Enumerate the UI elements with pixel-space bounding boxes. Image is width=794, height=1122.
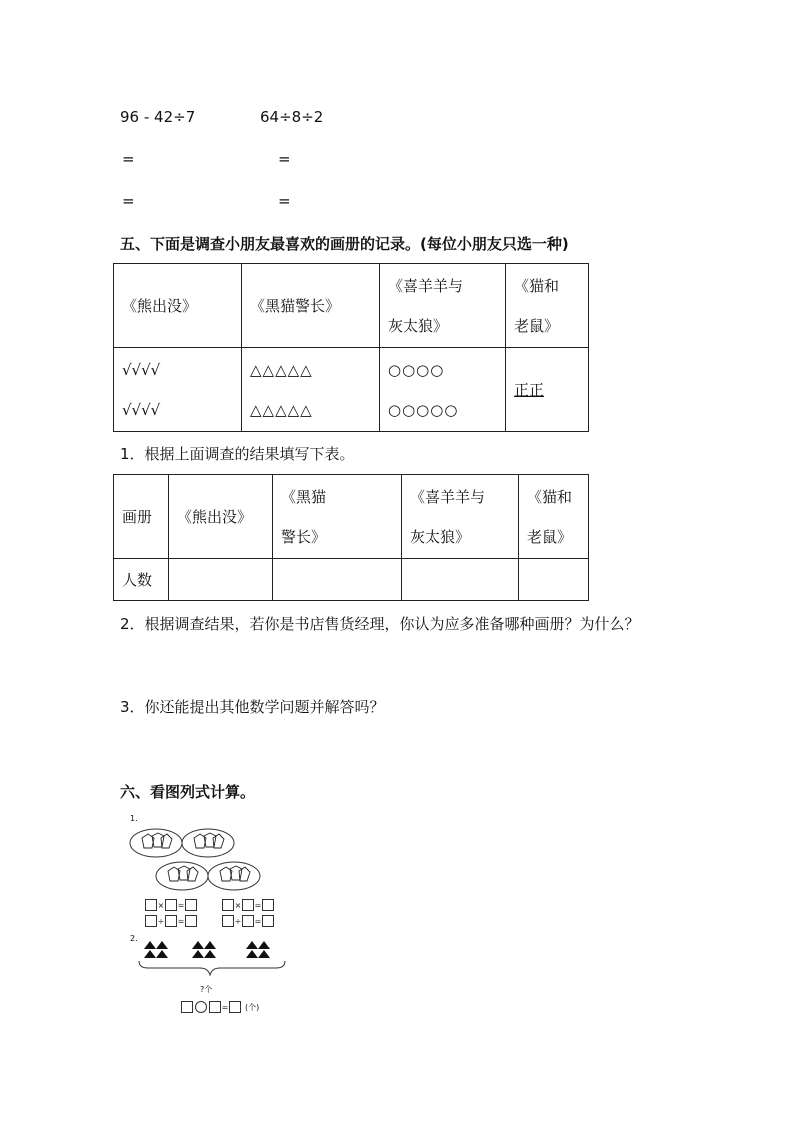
equals-sign: = (221, 1002, 229, 1012)
answer-box[interactable] (229, 1001, 241, 1013)
count-cell-xiyangyang[interactable] (402, 559, 519, 601)
candy-plates-illustration (128, 826, 262, 894)
survey-result-table (113, 474, 589, 601)
result-header-xiongchumei: 《熊出没》 (169, 475, 273, 559)
count-cell-xiongchumei[interactable] (169, 559, 273, 601)
expression-2: 64÷8÷2 (260, 108, 324, 126)
equation-total (181, 1001, 259, 1013)
figure-1-label: 1． (130, 814, 144, 823)
result-header-maohelaoshu: 《猫和 老鼠》 (519, 475, 589, 559)
equals-sign: = (254, 916, 262, 926)
equals-sign: = (122, 192, 135, 210)
answer-box[interactable] (262, 899, 274, 911)
section-6-title: 六、看图列式计算。 (120, 783, 256, 801)
count-cell-maohelaoshu[interactable] (519, 559, 589, 601)
answer-box[interactable] (222, 899, 234, 911)
result-header-heimaojingzhang: 《黑猫 警长》 (273, 475, 402, 559)
equation-multiply-2 (222, 899, 274, 911)
equals-sign: = (177, 916, 185, 926)
answer-box[interactable] (145, 899, 157, 911)
answer-box[interactable] (242, 899, 254, 911)
tally-header-xiyangyang: 《喜羊羊与 灰太狼》 (380, 264, 506, 348)
figure-2-label: 2． (130, 934, 144, 943)
answer-box[interactable] (185, 899, 197, 911)
answer-box[interactable] (165, 899, 177, 911)
tally-triangles: △△△△△ △△△△△ (242, 348, 380, 432)
survey-tally-table (113, 263, 589, 432)
expression-1: 96 - 42÷7 (120, 108, 196, 126)
answer-box[interactable] (209, 1001, 221, 1013)
multiply-sign: × (234, 900, 242, 910)
tally-header-maohelaoshu: 《猫和 老鼠》 (506, 264, 589, 348)
answer-box[interactable] (165, 915, 177, 927)
operator-circle[interactable] (195, 1001, 207, 1013)
question-3: 3．你还能提出其他数学问题并解答吗？ (120, 698, 385, 716)
answer-box[interactable] (145, 915, 157, 927)
question-1: 1．根据上面调查的结果填写下表。 (120, 445, 355, 463)
row-label-count: 人数 (114, 559, 169, 601)
divide-sign: ÷ (234, 916, 242, 926)
equals-sign: = (254, 900, 262, 910)
equals-sign: = (177, 900, 185, 910)
equals-sign: = (278, 150, 291, 168)
tally-checks: √√√√ √√√√ (114, 348, 242, 432)
tally-header-xiongchumei: 《熊出没》 (114, 264, 242, 348)
equals-sign: = (122, 150, 135, 168)
equation-divide-2 (222, 915, 274, 927)
equation-divide-1 (145, 915, 197, 927)
answer-box[interactable] (185, 915, 197, 927)
tally-circles: ○○○○ ○○○○○ (380, 348, 506, 432)
multiply-sign: × (157, 900, 165, 910)
result-header-xiyangyang: 《喜羊羊与 灰太狼》 (402, 475, 519, 559)
equals-sign: = (278, 192, 291, 210)
equation-multiply-1 (145, 899, 197, 911)
tally-zheng: 正正 (506, 348, 589, 432)
divide-sign: ÷ (157, 916, 165, 926)
answer-box[interactable] (262, 915, 274, 927)
total-question-mark: ?个 (200, 985, 213, 994)
tally-header-heimaojingzhang: 《黑猫警长》 (242, 264, 380, 348)
answer-box[interactable] (222, 915, 234, 927)
count-cell-heimaojingzhang[interactable] (273, 559, 402, 601)
answer-box[interactable] (242, 915, 254, 927)
unit-label: (个) (245, 1002, 260, 1012)
section-5-title: 五、下面是调查小朋友最喜欢的画册的记录。(每位小朋友只选一种) (120, 235, 569, 253)
answer-box[interactable] (181, 1001, 193, 1013)
question-2: 2．根据调查结果，若你是书店售货经理，你认为应多准备哪种画册？为什么？ (120, 615, 640, 633)
triangles-with-brace-illustration (136, 940, 288, 976)
row-label-book: 画册 (114, 475, 169, 559)
